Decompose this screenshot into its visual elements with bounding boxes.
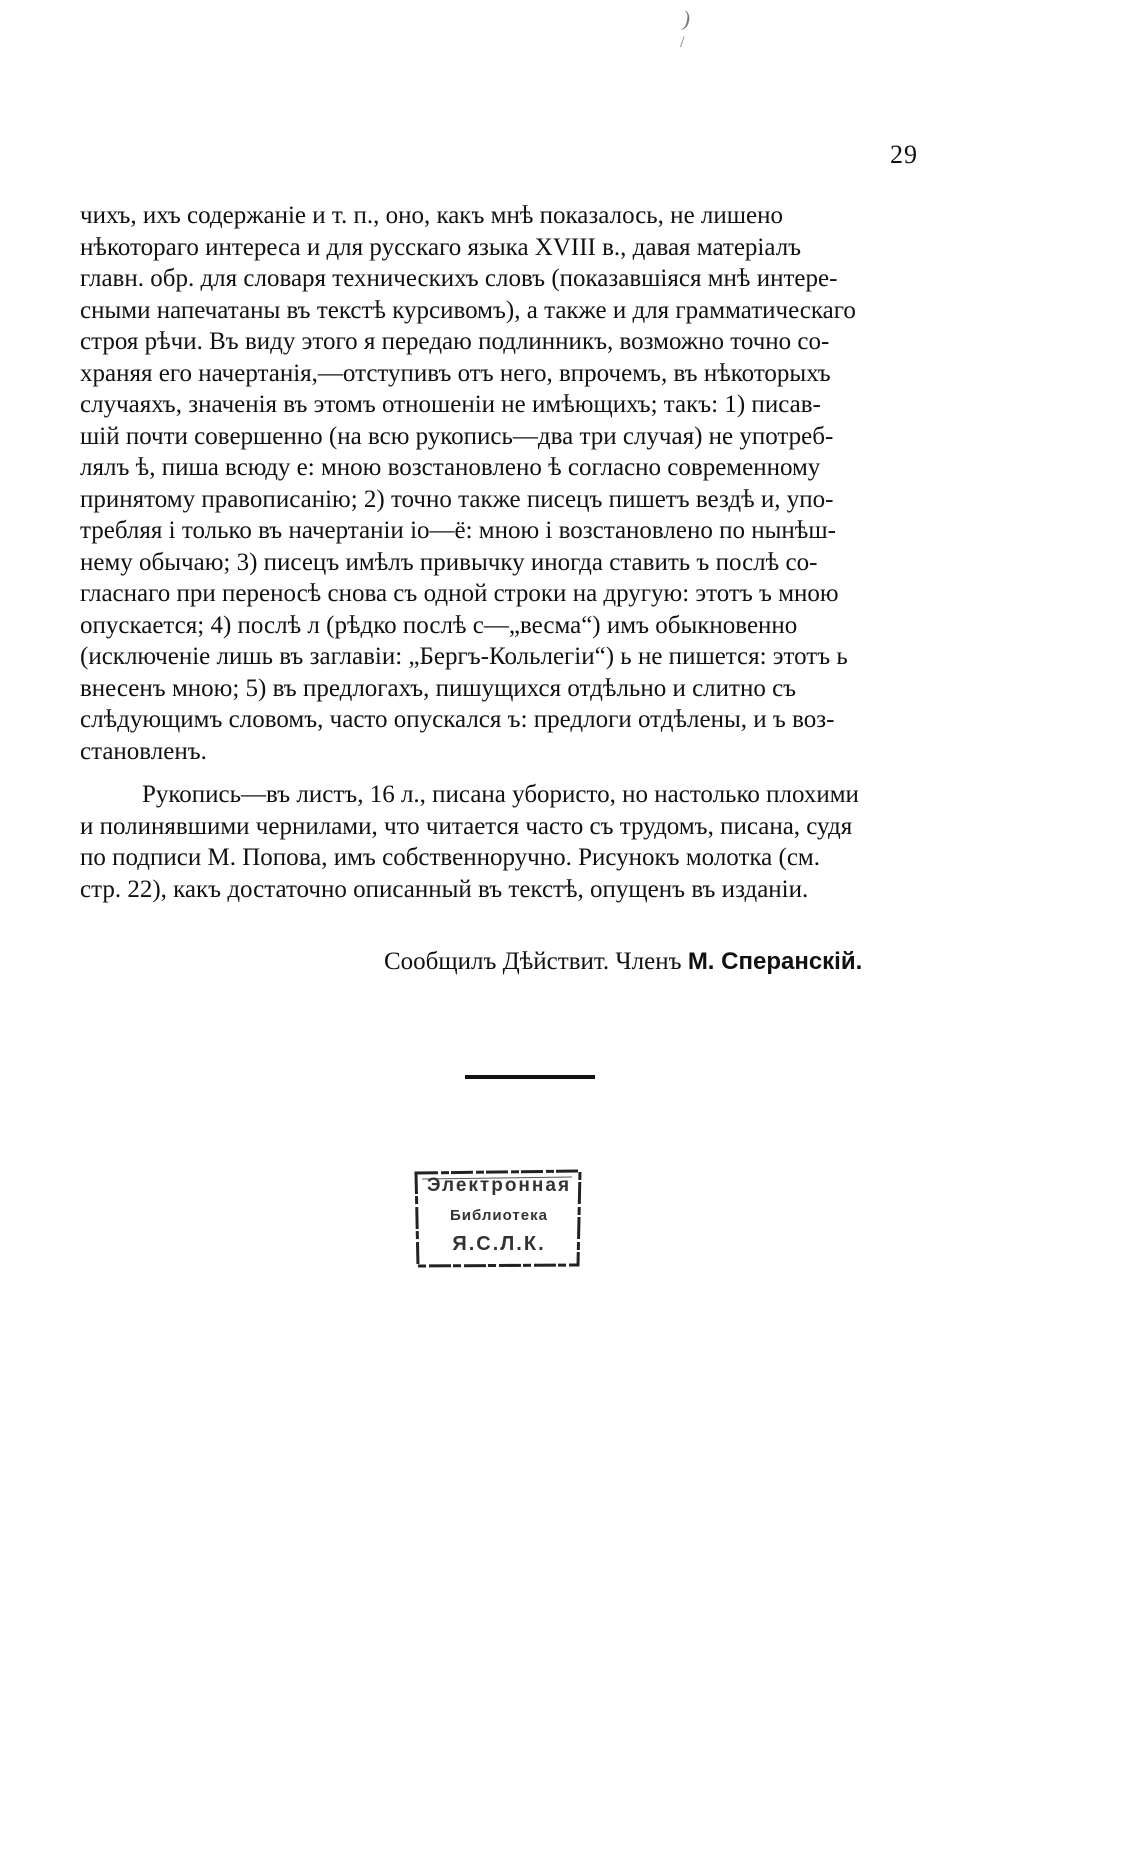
signature-prefix: Сообщилъ Дѣйствит. Членъ xyxy=(384,948,682,975)
library-stamp xyxy=(412,1167,584,1269)
text-line: нѣкотораго интереса и для русскаго языка XVIII в., давая матеріалъ xyxy=(80,233,802,261)
stamp-line-1: Электронная xyxy=(426,1175,572,1196)
text-line: лялъ ѣ, пиша всюду е: мною возстановлено ѣ согласно современному xyxy=(80,454,821,481)
text-line: главн. обр. для словаря техническихъ словъ (показавшіяся мнѣ интере- xyxy=(80,265,838,292)
text-line: строя рѣчи. Въ виду этого я передаю подлинникъ, возможно точно со- xyxy=(80,328,830,355)
stray-ink-mark: ) xyxy=(680,5,693,32)
text-line: становленъ. xyxy=(80,737,207,765)
text-line: храняя его начертанія,—отступивъ отъ него, впрочемъ, въ нѣкоторыхъ xyxy=(80,359,831,387)
text-line: гласнаго при переносѣ снова съ одной строки на другую: этотъ ъ мною xyxy=(80,580,839,607)
text-line: слѣдующимъ словомъ, часто опускался ъ: предлоги отдѣлены, и ъ воз- xyxy=(80,706,835,733)
stray-ink-mark: / xyxy=(680,34,685,51)
text-line: сными напечатаны въ текстѣ курсивомъ), а также и для грамматическаго xyxy=(80,296,856,324)
text-line: нему обычаю; 3) писецъ имѣлъ привычку иногда ставить ъ послѣ со- xyxy=(80,548,818,576)
text-line: (исключеніе лишь въ заглавіи: „Бергъ-Кольлегіи“) ь не пишется: этотъ ь xyxy=(80,643,848,670)
text-line: опускается; 4) послѣ л (рѣдко послѣ с—„весма“) имъ обыкновенно xyxy=(80,611,798,639)
stamp-line-2: Библиотека xyxy=(450,1207,548,1224)
text-line: Рукопись—въ листъ, 16 л., писана убористо, но настолько плохими xyxy=(142,781,859,808)
paragraph-2 xyxy=(80,779,980,905)
body-text xyxy=(80,200,980,905)
text-line: чихъ, ихъ содержаніе и т. п., оно, какъ мнѣ показалось, не лишено xyxy=(80,202,783,229)
signature xyxy=(384,948,862,976)
section-divider xyxy=(465,1075,595,1079)
signature-name: М. Сперанскій. xyxy=(687,948,863,975)
text-line: по подписи М. Попова, имъ собственноручно. Рисунокъ молотка (см. xyxy=(80,844,820,871)
text-line: стр. 22), какъ достаточно описанный въ текстѣ, опущенъ въ изданіи. xyxy=(80,875,809,903)
text-line: принятому правописанію; 2) точно также писецъ пишетъ вездѣ и, упо- xyxy=(80,485,834,513)
text-line: внесенъ мною; 5) въ предлогахъ, пишущихся отдѣльно и слитно съ xyxy=(80,674,797,702)
text-line: требляя і только въ начертаніи іо—ё: мною і возстановлено по нынѣш- xyxy=(80,517,836,544)
text-line: шій почти совершенно (на всю рукопись—два три случая) не употреб- xyxy=(80,422,834,450)
paragraph-1 xyxy=(80,200,980,767)
page-number: 29 xyxy=(890,140,918,169)
text-line: и полинявшими чернилами, что читается часто съ трудомъ, писана, судя xyxy=(80,812,853,840)
text-line: случаяхъ, значенія въ этомъ отношеніи не имѣющихъ; такъ: 1) писав- xyxy=(80,391,821,418)
stamp-line-3: Я.С.Л.К. xyxy=(452,1233,546,1255)
